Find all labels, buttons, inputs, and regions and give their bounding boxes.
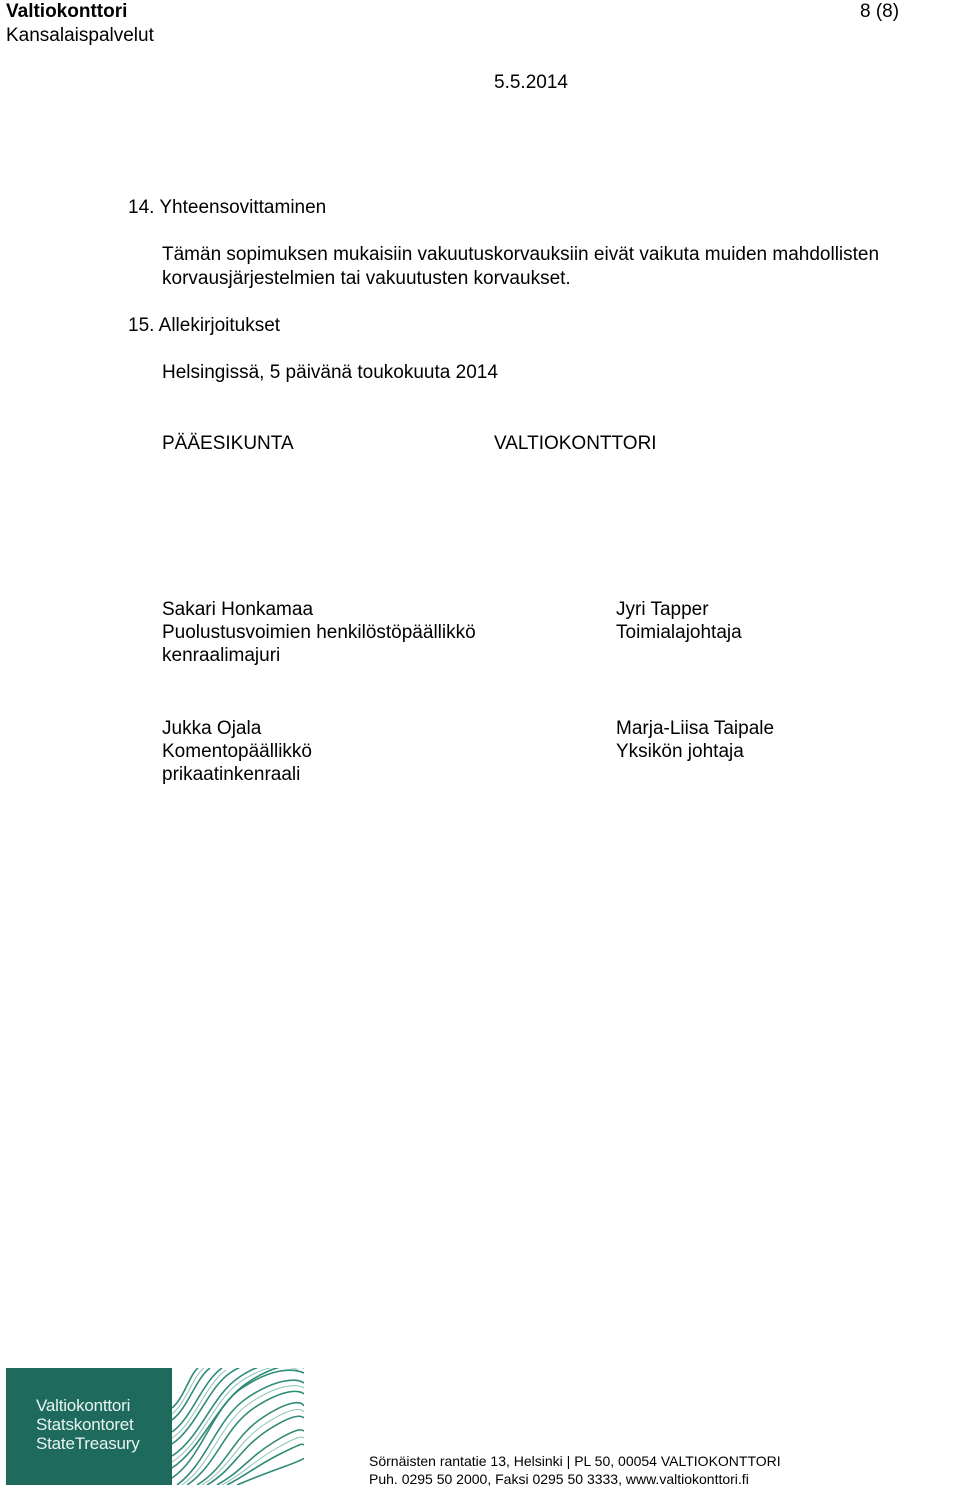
section-title: Yhteensovittaminen [159,197,327,218]
signatory-block [162,598,476,667]
signatory-title: Toimialajohtaja [616,622,742,643]
signatory-block [616,717,774,763]
signatory-name: Marja-Liisa Taipale [616,718,775,739]
org-name: Valtiokonttori [6,1,128,22]
signatory-rank: prikaatinkenraali [162,764,301,785]
logo-line: Statskontoret [36,1415,134,1434]
party-left: PÄÄESIKUNTA [162,433,294,454]
footer-address: Sörnäisten rantatie 13, Helsinki | PL 50, 00054 VALTIOKONTTORI [369,1453,781,1469]
signatory-rank: kenraalimajuri [162,645,281,666]
signatory-block [616,598,742,644]
signatory-title: Komentopäällikkö [162,741,312,762]
valtiokonttori-logo [6,1368,304,1485]
signatory-title: Yksikön johtaja [616,741,744,762]
signatory-name: Sakari Honkamaa [162,599,314,620]
unit-name: Kansalaispalvelut [6,25,154,46]
section-number: 14. [128,197,155,218]
document-date: 5.5.2014 [494,72,568,93]
place-and-date: Helsingissä, 5 päivänä toukokuuta 2014 [162,362,498,383]
signatory-title: Puolustusvoimien henkilöstöpäällikkö [162,622,476,643]
section-14-body-line-2: korvausjärjestelmien tai vakuutusten korvaukset. [162,268,571,289]
section-15-heading [128,314,280,337]
signatory-name: Jukka Ojala [162,718,262,739]
section-number: 15. [128,315,155,336]
section-14-body-line-1: Tämän sopimuksen mukaisiin vakuutuskorvauksiin eivät vaikuta muiden mahdollisten [162,244,880,265]
footer-contact: Puh. 0295 50 2000, Faksi 0295 50 3333, www.valtiokonttori.fi [369,1471,749,1487]
party-right: VALTIOKONTTORI [494,433,657,454]
logo-line: Valtiokonttori [36,1396,131,1415]
wave-pattern-icon [172,1368,304,1485]
page-number: 8 (8) [860,1,900,22]
section-title: Allekirjoitukset [158,315,281,336]
signatory-name: Jyri Tapper [616,599,709,620]
signatory-block [162,717,312,786]
logo-text [36,1396,140,1453]
section-14-heading [128,196,326,219]
logo-line: StateTreasury [36,1434,140,1453]
